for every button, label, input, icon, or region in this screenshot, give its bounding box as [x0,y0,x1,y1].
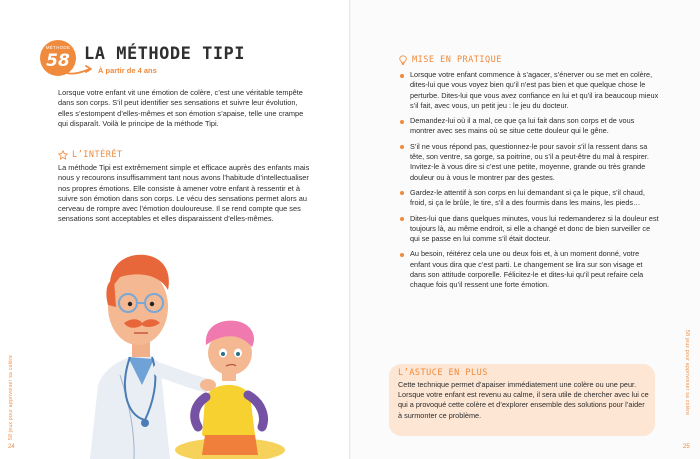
list-item: Au besoin, réitérez cela une ou deux fois et, à un moment donné, votre enfant vous dira que c’est parti. Le changement se lira sur son visage et dans son attitude corporelle. Félicitez-le et dites-lui qu’il peut refaire cela chaque fois qu’il ressent une forte émotion. [398,249,660,290]
bulb-icon [398,55,408,65]
astuce-paragraph: Cette technique permet d’apaiser immédiatement une colère ou une peur. Lorsque votre enfant est revenu au calme, il sera utile de chercher avec lui ce qui a provoqué cette colère et d’explorer ensemble des solutions pour l’aider à surmonter ce problème. [398,380,649,420]
folio-left: 24 [8,444,15,450]
badge-number: 58 [46,51,70,71]
star-outline-icon [58,150,68,160]
astuce-box [389,364,655,436]
list-item: Lorsque votre enfant commence à s’agacer, s’énerver ou se met en colère, dites-lui que vous voyez bien qu’il n’est pas bien et que quelque chose le perturbe. Dites-lui que vous avez confiance en lui et qu’il ira beaucoup mieux s’il fait, avec vous, un petit jeu : le jeu du docteur. [398,70,660,111]
running-head-left: 58 jeux pour apprivoiser sa colère [8,354,14,440]
intro-paragraph: Lorsque votre enfant vit une émotion de colère, c’est une véritable tempête dans son corps. S’il peut identifier ses sensations et suivre leur évolution, elles s’estompent d’elles-mêmes et son émotion s’apaise, telle une crampe qui disparaît. Voilà le principe de la méthode Tipi. [58,88,304,128]
interet-heading [58,150,123,160]
list-item: Demandez-lui où il a mal, ce que ça lui fait dans son corps et de vous montrer avec ses mains où se situe cette douleur qui le gêne. [398,116,660,137]
doctor-child-illustration [90,245,290,459]
arrow-right-icon [66,64,94,76]
astuce-heading: L’ASTUCE EN PLUS [398,368,488,378]
pratique-list [398,70,660,296]
list-item: Gardez-le attentif à son corps en lui demandant si ça le pique, s’il chaud, froid, si ça le brûle, le tire, s’il a des fourmis dans les mains, les pieds… [398,188,660,209]
pratique-heading [398,55,502,65]
folio-right: 25 [683,444,690,450]
badge-label: MÉTHODE [45,45,71,50]
interet-paragraph: La méthode Tipi est extrêmement simple et efficace auprès des enfants mais nous y recourons insuffisamment tant nous avons l’habitude d’intellectualiser nos propres émotions. Elle consiste à amener votre enfant à ressentir et à suivre son émotion dans son corps. Le vécu des sensations permet alors au cerveau de rompre avec l’émotion douloureuse. Il se rend compte que ses sensations sont acceptables et elles disparaissent d’elles-mêmes. [58,163,310,224]
interet-heading-label: L’INTÉRÊT [72,150,123,160]
gutter [349,0,351,459]
list-item: S’il ne vous répond pas, questionnez-le pour savoir s’il la ressent dans sa tête, son ventre, sa gorge, sa poitrine, ou s’il a peut-être du mal à respirer. Invitez-le à vous dire si c’est une petite, moyenne, grande ou très grande douleur ou à vous le montrer par des gestes. [398,142,660,183]
pratique-heading-label: MISE EN PRATIQUE [412,55,502,65]
page-title: LA MÉTHODE TIPI [84,44,246,64]
age-range: À partir de 4 ans [98,66,157,75]
running-head-right: 58 jeux pour apprivoiser sa colère [684,330,690,416]
list-item: Dites-lui que dans quelques minutes, vous lui redemanderez si la douleur est toujours là, au même endroit, si elle a changé et donc de bien surveiller ce qui se passe en lui comme s’il était docteur. [398,214,660,245]
